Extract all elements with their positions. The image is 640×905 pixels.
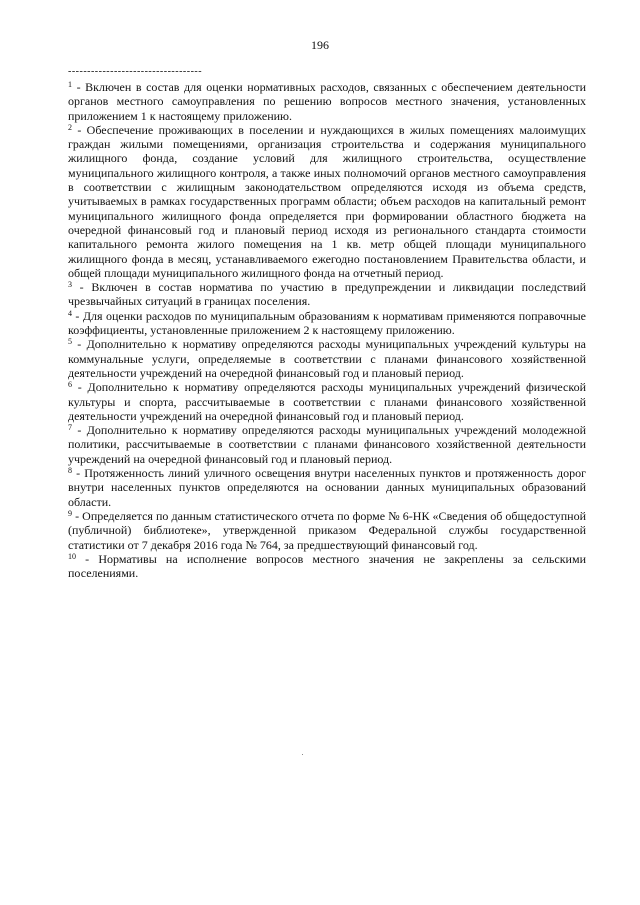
footnote-mark: 8 xyxy=(68,466,72,476)
footnote-separator: ----------------------------------- xyxy=(68,66,203,77)
footnote-2 xyxy=(68,123,586,280)
footnote-text: - Включен в состав для оценки нормативных расходов, связанных с обеспечением деятельности органов местного самоуправления по решению вопросов местного значения, установленных приложением 1 к настоящему приложению. xyxy=(68,80,586,123)
footnote-mark: 2 xyxy=(68,122,72,132)
footnote-6 xyxy=(68,380,586,423)
footnote-9 xyxy=(68,509,586,552)
footnote-text: - Для оценки расходов по муниципальным образованиям к нормативам применяются поправочные коэффициенты, установленные приложением 2 к настоящему приложению. xyxy=(68,308,586,338)
footnote-mark: 10 xyxy=(68,551,76,561)
footnote-10 xyxy=(68,552,586,581)
footnote-mark: 4 xyxy=(68,308,72,318)
footnote-text: - Протяженность линий уличного освещения внутри населенных пунктов и протяженность дорог внутри населенных пунктов определяются на основании данных муниципальных образований области. xyxy=(68,466,586,509)
footnotes-block xyxy=(68,80,586,580)
footnote-1 xyxy=(68,80,586,123)
footnote-text: - Дополнительно к нормативу определяются расходы муниципальных учреждений молодежной политики, рассчитываемые в соответствии с планами финансового хозяйственной деятельности учреждений на очередной финансовый год и плановый период. xyxy=(68,423,586,466)
footnote-mark: 1 xyxy=(68,80,72,89)
footnote-8 xyxy=(68,466,586,509)
footnote-mark: 5 xyxy=(68,337,72,347)
footnote-text: - Дополнительно к нормативу определяются расходы муниципальных учреждений физической культуры и спорта, рассчитываемые в соответствии с планами финансового хозяйственной деятельности учреждений на очередной финансовый год и плановый период. xyxy=(68,380,586,423)
page-number: 196 xyxy=(311,38,329,52)
scan-speck xyxy=(302,754,303,755)
footnote-text: - Дополнительно к нормативу определяются расходы муниципальных учреждений культуры на коммунальные услуги, определяемые в соответствии с планами финансового хозяйственной деятельности учреждений на очередной финансовый год и плановый период. xyxy=(68,337,586,380)
footnote-text: - Включен в состав норматива по участию в предупреждении и ликвидации последствий чрезвычайных ситуаций в границах поселения. xyxy=(68,280,586,309)
footnote-mark: 9 xyxy=(68,508,72,518)
footnote-text: - Нормативы на исполнение вопросов местного значения не закреплены за сельскими поселениями. xyxy=(68,551,586,581)
footnote-text: - Определяется по данным статистического отчета по форме № 6-НК «Сведения об общедоступной (публичной) библиотеке», утвержденной приказом Федеральной службы государственной статистики от 7 декабря 2016 года № 764, за предшествующий финансовый год. xyxy=(68,508,586,552)
footnote-5 xyxy=(68,337,586,380)
footnote-mark: 6 xyxy=(68,380,72,390)
footnote-7 xyxy=(68,423,586,466)
footnote-text: - Обеспечение проживающих в поселении и нуждающихся в жилых помещениях малоимущих граждан жилыми помещениями, организация строительства и содержания муниципального жилищного фонда, создание условий для жилищного строительства, осуществление муниципального жилищного контроля, а также иных полномочий органов местного самоуправления в соответствии с жилищным законодательством определяются исходя из объема средств, учитываемых в рамках государственных программ области; объем расходов на капитальный ремонт муниципального жилищного фонда определяется при формировании областного бюджета на очередной финансовый год и плановый период исходя из регионального стандарта стоимости капитального ремонта жилого помещения на 1 кв. метр общей площади муниципального жилищного фонда в месяц, устанавливаемого ежегодно постановлением Правительства области, и общей площади муниципального жилищного фонда на отчетный период. xyxy=(68,122,586,280)
footnote-3 xyxy=(68,280,586,309)
footnote-4 xyxy=(68,309,586,338)
footnote-mark: 7 xyxy=(68,423,72,433)
footnote-mark: 3 xyxy=(68,280,72,290)
